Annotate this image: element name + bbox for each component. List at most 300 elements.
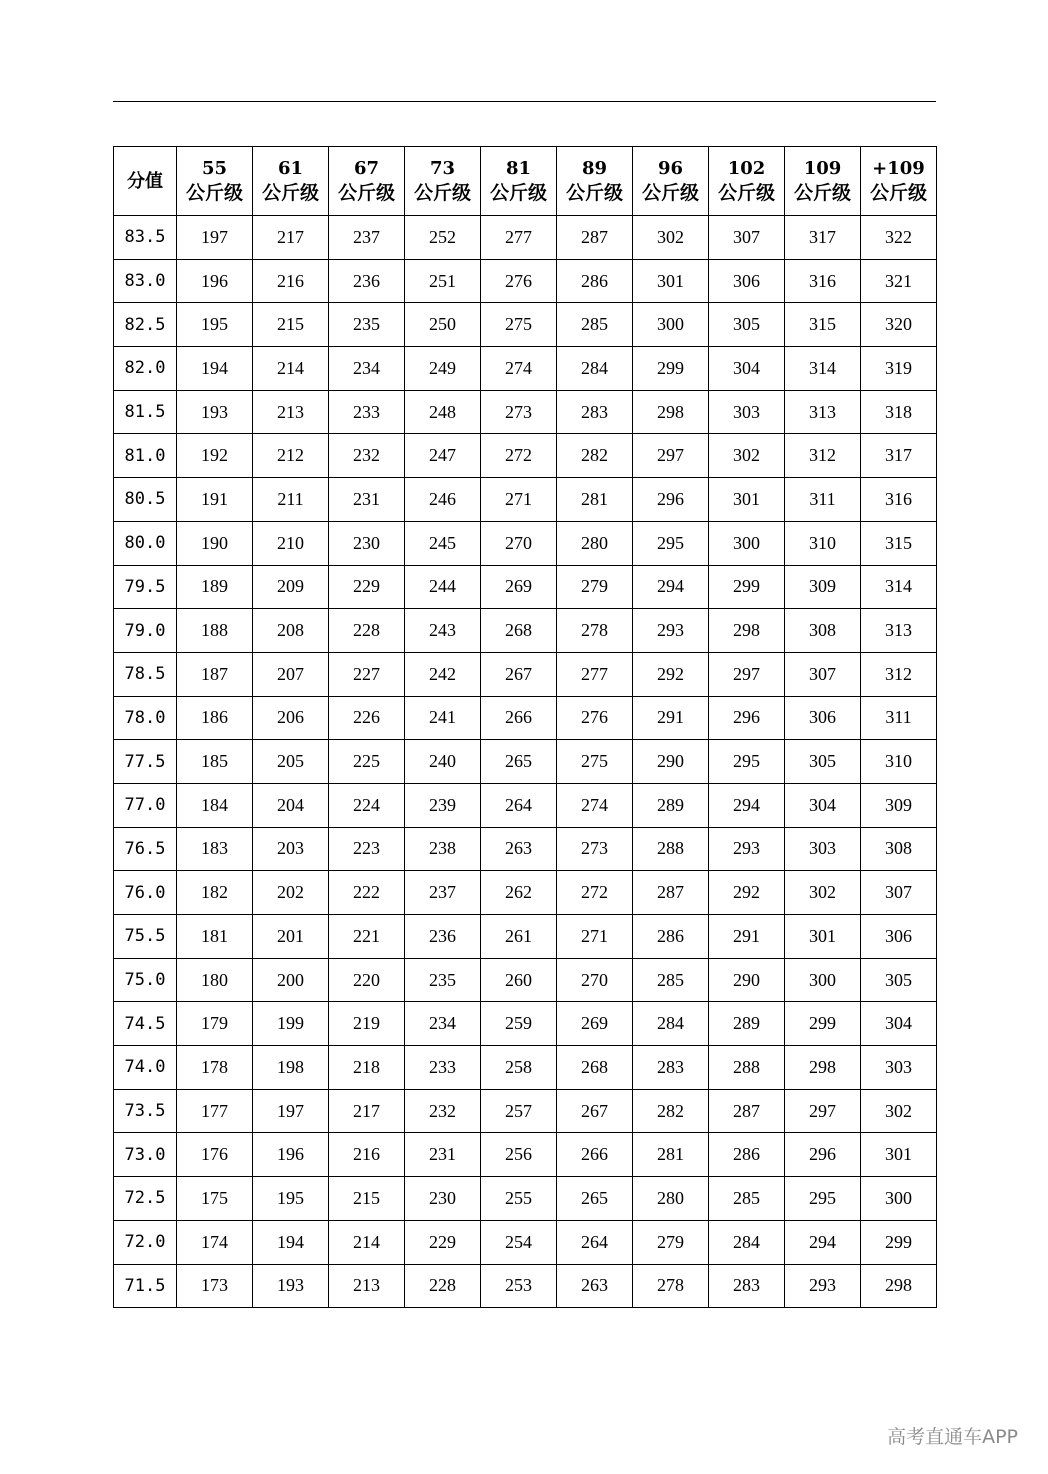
value-cell: 234 bbox=[405, 1002, 481, 1046]
value-cell: 300 bbox=[861, 1177, 937, 1221]
weight-class-header bbox=[557, 147, 633, 216]
score-cell: 83.0 bbox=[114, 259, 177, 303]
value-cell: 281 bbox=[557, 478, 633, 522]
value-cell: 321 bbox=[861, 259, 937, 303]
value-cell: 199 bbox=[253, 1002, 329, 1046]
value-cell: 274 bbox=[557, 783, 633, 827]
value-cell: 299 bbox=[633, 347, 709, 391]
value-cell: 305 bbox=[785, 740, 861, 784]
value-cell: 218 bbox=[329, 1046, 405, 1090]
weight-class-header bbox=[861, 147, 937, 216]
value-cell: 193 bbox=[177, 390, 253, 434]
value-cell: 302 bbox=[633, 216, 709, 260]
value-cell: 287 bbox=[709, 1089, 785, 1133]
value-cell: 317 bbox=[861, 434, 937, 478]
value-cell: 260 bbox=[481, 958, 557, 1002]
weight-class-value: 73 bbox=[429, 158, 456, 179]
value-cell: 272 bbox=[557, 871, 633, 915]
value-cell: 288 bbox=[633, 827, 709, 871]
score-cell: 77.5 bbox=[114, 740, 177, 784]
value-cell: 315 bbox=[861, 521, 937, 565]
value-cell: 263 bbox=[557, 1264, 633, 1308]
value-cell: 301 bbox=[861, 1133, 937, 1177]
weight-class-value: 55 bbox=[201, 158, 228, 179]
value-cell: 238 bbox=[405, 827, 481, 871]
score-cell: 81.0 bbox=[114, 434, 177, 478]
value-cell: 195 bbox=[253, 1177, 329, 1221]
weight-class-unit: 公斤级 bbox=[717, 182, 775, 204]
table-body bbox=[114, 216, 937, 1308]
value-cell: 288 bbox=[709, 1046, 785, 1090]
value-cell: 269 bbox=[557, 1002, 633, 1046]
value-cell: 205 bbox=[253, 740, 329, 784]
value-cell: 237 bbox=[405, 871, 481, 915]
value-cell: 219 bbox=[329, 1002, 405, 1046]
value-cell: 266 bbox=[481, 696, 557, 740]
table-row bbox=[114, 390, 937, 434]
value-cell: 202 bbox=[253, 871, 329, 915]
value-cell: 293 bbox=[633, 609, 709, 653]
score-cell: 73.0 bbox=[114, 1133, 177, 1177]
weight-class-header bbox=[329, 147, 405, 216]
value-cell: 287 bbox=[557, 216, 633, 260]
table-row bbox=[114, 216, 937, 260]
value-cell: 250 bbox=[405, 303, 481, 347]
value-cell: 275 bbox=[481, 303, 557, 347]
value-cell: 251 bbox=[405, 259, 481, 303]
value-cell: 264 bbox=[481, 783, 557, 827]
score-cell: 77.0 bbox=[114, 783, 177, 827]
value-cell: 197 bbox=[177, 216, 253, 260]
value-cell: 312 bbox=[861, 652, 937, 696]
table-row bbox=[114, 347, 937, 391]
table-row bbox=[114, 434, 937, 478]
value-cell: 297 bbox=[709, 652, 785, 696]
value-cell: 312 bbox=[785, 434, 861, 478]
value-cell: 262 bbox=[481, 871, 557, 915]
value-cell: 217 bbox=[253, 216, 329, 260]
value-cell: 304 bbox=[861, 1002, 937, 1046]
value-cell: 297 bbox=[785, 1089, 861, 1133]
value-cell: 223 bbox=[329, 827, 405, 871]
value-cell: 257 bbox=[481, 1089, 557, 1133]
value-cell: 173 bbox=[177, 1264, 253, 1308]
value-cell: 235 bbox=[405, 958, 481, 1002]
table-header bbox=[114, 147, 937, 216]
value-cell: 301 bbox=[709, 478, 785, 522]
value-cell: 176 bbox=[177, 1133, 253, 1177]
value-cell: 298 bbox=[785, 1046, 861, 1090]
value-cell: 240 bbox=[405, 740, 481, 784]
value-cell: 296 bbox=[633, 478, 709, 522]
weight-class-header bbox=[785, 147, 861, 216]
value-cell: 296 bbox=[785, 1133, 861, 1177]
weight-class-value: 102 bbox=[727, 158, 766, 179]
value-cell: 256 bbox=[481, 1133, 557, 1177]
table-row bbox=[114, 783, 937, 827]
value-cell: 225 bbox=[329, 740, 405, 784]
value-cell: 270 bbox=[481, 521, 557, 565]
value-cell: 284 bbox=[557, 347, 633, 391]
score-cell: 79.0 bbox=[114, 609, 177, 653]
value-cell: 305 bbox=[861, 958, 937, 1002]
watermark: 高考直通车APP bbox=[887, 1426, 1018, 1448]
score-cell: 80.0 bbox=[114, 521, 177, 565]
score-cell: 82.5 bbox=[114, 303, 177, 347]
score-cell: 82.0 bbox=[114, 347, 177, 391]
value-cell: 183 bbox=[177, 827, 253, 871]
value-cell: 231 bbox=[405, 1133, 481, 1177]
value-cell: 304 bbox=[785, 783, 861, 827]
value-cell: 316 bbox=[861, 478, 937, 522]
top-rule bbox=[113, 101, 936, 102]
value-cell: 232 bbox=[329, 434, 405, 478]
value-cell: 286 bbox=[633, 915, 709, 959]
weight-class-header bbox=[177, 147, 253, 216]
value-cell: 266 bbox=[557, 1133, 633, 1177]
value-cell: 271 bbox=[557, 915, 633, 959]
value-cell: 302 bbox=[861, 1089, 937, 1133]
weight-class-header bbox=[405, 147, 481, 216]
value-cell: 302 bbox=[785, 871, 861, 915]
value-cell: 306 bbox=[861, 915, 937, 959]
table-row bbox=[114, 827, 937, 871]
value-cell: 303 bbox=[861, 1046, 937, 1090]
value-cell: 211 bbox=[253, 478, 329, 522]
value-cell: 175 bbox=[177, 1177, 253, 1221]
value-cell: 178 bbox=[177, 1046, 253, 1090]
table-row bbox=[114, 871, 937, 915]
value-cell: 188 bbox=[177, 609, 253, 653]
table-row bbox=[114, 521, 937, 565]
value-cell: 306 bbox=[785, 696, 861, 740]
value-cell: 299 bbox=[861, 1220, 937, 1264]
weight-class-unit: 公斤级 bbox=[869, 182, 927, 204]
value-cell: 304 bbox=[709, 347, 785, 391]
value-cell: 236 bbox=[329, 259, 405, 303]
value-cell: 187 bbox=[177, 652, 253, 696]
value-cell: 274 bbox=[481, 347, 557, 391]
value-cell: 272 bbox=[481, 434, 557, 478]
value-cell: 210 bbox=[253, 521, 329, 565]
value-cell: 285 bbox=[709, 1177, 785, 1221]
table-row bbox=[114, 1046, 937, 1090]
value-cell: 305 bbox=[709, 303, 785, 347]
value-cell: 310 bbox=[861, 740, 937, 784]
value-cell: 195 bbox=[177, 303, 253, 347]
value-cell: 287 bbox=[633, 871, 709, 915]
value-cell: 307 bbox=[709, 216, 785, 260]
weight-class-header bbox=[709, 147, 785, 216]
value-cell: 290 bbox=[709, 958, 785, 1002]
table-row bbox=[114, 1220, 937, 1264]
value-cell: 265 bbox=[557, 1177, 633, 1221]
value-cell: 277 bbox=[557, 652, 633, 696]
value-cell: 298 bbox=[709, 609, 785, 653]
value-cell: 207 bbox=[253, 652, 329, 696]
value-cell: 275 bbox=[557, 740, 633, 784]
value-cell: 253 bbox=[481, 1264, 557, 1308]
value-cell: 303 bbox=[785, 827, 861, 871]
value-cell: 294 bbox=[709, 783, 785, 827]
value-cell: 209 bbox=[253, 565, 329, 609]
value-cell: 292 bbox=[633, 652, 709, 696]
value-cell: 220 bbox=[329, 958, 405, 1002]
value-cell: 309 bbox=[785, 565, 861, 609]
score-cell: 76.0 bbox=[114, 871, 177, 915]
weight-class-unit: 公斤级 bbox=[489, 182, 547, 204]
value-cell: 234 bbox=[329, 347, 405, 391]
value-cell: 299 bbox=[785, 1002, 861, 1046]
value-cell: 294 bbox=[785, 1220, 861, 1264]
value-cell: 186 bbox=[177, 696, 253, 740]
value-cell: 239 bbox=[405, 783, 481, 827]
table-row bbox=[114, 1089, 937, 1133]
value-cell: 224 bbox=[329, 783, 405, 827]
value-cell: 201 bbox=[253, 915, 329, 959]
table-row bbox=[114, 1133, 937, 1177]
score-table bbox=[113, 146, 937, 1308]
value-cell: 313 bbox=[785, 390, 861, 434]
table-row bbox=[114, 259, 937, 303]
value-cell: 254 bbox=[481, 1220, 557, 1264]
value-cell: 258 bbox=[481, 1046, 557, 1090]
value-cell: 241 bbox=[405, 696, 481, 740]
score-cell: 76.5 bbox=[114, 827, 177, 871]
value-cell: 182 bbox=[177, 871, 253, 915]
value-cell: 310 bbox=[785, 521, 861, 565]
value-cell: 283 bbox=[557, 390, 633, 434]
value-cell: 284 bbox=[633, 1002, 709, 1046]
value-cell: 268 bbox=[557, 1046, 633, 1090]
value-cell: 236 bbox=[405, 915, 481, 959]
weight-class-header bbox=[253, 147, 329, 216]
value-cell: 248 bbox=[405, 390, 481, 434]
value-cell: 299 bbox=[709, 565, 785, 609]
value-cell: 197 bbox=[253, 1089, 329, 1133]
value-cell: 215 bbox=[329, 1177, 405, 1221]
table-row bbox=[114, 915, 937, 959]
table-row bbox=[114, 1002, 937, 1046]
value-cell: 313 bbox=[861, 609, 937, 653]
value-cell: 309 bbox=[861, 783, 937, 827]
value-cell: 286 bbox=[709, 1133, 785, 1177]
weight-class-header bbox=[481, 147, 557, 216]
value-cell: 233 bbox=[405, 1046, 481, 1090]
table-row bbox=[114, 303, 937, 347]
value-cell: 273 bbox=[557, 827, 633, 871]
value-cell: 301 bbox=[785, 915, 861, 959]
value-cell: 301 bbox=[633, 259, 709, 303]
value-cell: 228 bbox=[405, 1264, 481, 1308]
value-cell: 214 bbox=[329, 1220, 405, 1264]
value-cell: 290 bbox=[633, 740, 709, 784]
value-cell: 255 bbox=[481, 1177, 557, 1221]
value-cell: 242 bbox=[405, 652, 481, 696]
value-cell: 222 bbox=[329, 871, 405, 915]
value-cell: 245 bbox=[405, 521, 481, 565]
value-cell: 227 bbox=[329, 652, 405, 696]
weight-class-unit: 公斤级 bbox=[413, 182, 471, 204]
value-cell: 297 bbox=[633, 434, 709, 478]
value-cell: 243 bbox=[405, 609, 481, 653]
value-cell: 267 bbox=[481, 652, 557, 696]
score-cell: 73.5 bbox=[114, 1089, 177, 1133]
value-cell: 179 bbox=[177, 1002, 253, 1046]
weight-class-value: 61 bbox=[277, 158, 304, 179]
table-row bbox=[114, 478, 937, 522]
value-cell: 278 bbox=[557, 609, 633, 653]
value-cell: 215 bbox=[253, 303, 329, 347]
table-row bbox=[114, 565, 937, 609]
value-cell: 198 bbox=[253, 1046, 329, 1090]
value-cell: 259 bbox=[481, 1002, 557, 1046]
weight-class-unit: 公斤级 bbox=[793, 182, 851, 204]
score-cell: 75.0 bbox=[114, 958, 177, 1002]
value-cell: 280 bbox=[633, 1177, 709, 1221]
value-cell: 189 bbox=[177, 565, 253, 609]
score-cell: 80.5 bbox=[114, 478, 177, 522]
weight-class-value: +109 bbox=[872, 158, 925, 179]
value-cell: 237 bbox=[329, 216, 405, 260]
value-cell: 282 bbox=[633, 1089, 709, 1133]
value-cell: 280 bbox=[557, 521, 633, 565]
value-cell: 177 bbox=[177, 1089, 253, 1133]
weight-class-value: 96 bbox=[657, 158, 684, 179]
value-cell: 295 bbox=[709, 740, 785, 784]
score-cell: 74.5 bbox=[114, 1002, 177, 1046]
value-cell: 294 bbox=[633, 565, 709, 609]
value-cell: 295 bbox=[785, 1177, 861, 1221]
table-row bbox=[114, 1264, 937, 1308]
value-cell: 270 bbox=[557, 958, 633, 1002]
value-cell: 293 bbox=[785, 1264, 861, 1308]
value-cell: 283 bbox=[633, 1046, 709, 1090]
value-cell: 204 bbox=[253, 783, 329, 827]
value-cell: 300 bbox=[785, 958, 861, 1002]
value-cell: 265 bbox=[481, 740, 557, 784]
value-cell: 322 bbox=[861, 216, 937, 260]
value-cell: 206 bbox=[253, 696, 329, 740]
score-cell: 72.5 bbox=[114, 1177, 177, 1221]
header-row bbox=[114, 147, 937, 216]
value-cell: 308 bbox=[861, 827, 937, 871]
value-cell: 271 bbox=[481, 478, 557, 522]
value-cell: 213 bbox=[329, 1264, 405, 1308]
value-cell: 276 bbox=[481, 259, 557, 303]
value-cell: 233 bbox=[329, 390, 405, 434]
value-cell: 192 bbox=[177, 434, 253, 478]
value-cell: 279 bbox=[557, 565, 633, 609]
value-cell: 190 bbox=[177, 521, 253, 565]
value-cell: 181 bbox=[177, 915, 253, 959]
value-cell: 184 bbox=[177, 783, 253, 827]
value-cell: 306 bbox=[709, 259, 785, 303]
value-cell: 293 bbox=[709, 827, 785, 871]
weight-class-value: 81 bbox=[505, 158, 532, 179]
value-cell: 273 bbox=[481, 390, 557, 434]
value-cell: 269 bbox=[481, 565, 557, 609]
value-cell: 289 bbox=[633, 783, 709, 827]
score-cell: 75.5 bbox=[114, 915, 177, 959]
value-cell: 307 bbox=[785, 652, 861, 696]
value-cell: 276 bbox=[557, 696, 633, 740]
score-cell: 78.0 bbox=[114, 696, 177, 740]
value-cell: 231 bbox=[329, 478, 405, 522]
value-cell: 263 bbox=[481, 827, 557, 871]
value-cell: 194 bbox=[253, 1220, 329, 1264]
value-cell: 298 bbox=[861, 1264, 937, 1308]
value-cell: 217 bbox=[329, 1089, 405, 1133]
table-row bbox=[114, 652, 937, 696]
table-row bbox=[114, 609, 937, 653]
value-cell: 174 bbox=[177, 1220, 253, 1264]
value-cell: 216 bbox=[253, 259, 329, 303]
value-cell: 308 bbox=[785, 609, 861, 653]
table-row bbox=[114, 740, 937, 784]
weight-class-value: 67 bbox=[353, 158, 380, 179]
value-cell: 194 bbox=[177, 347, 253, 391]
value-cell: 267 bbox=[557, 1089, 633, 1133]
value-cell: 282 bbox=[557, 434, 633, 478]
value-cell: 314 bbox=[861, 565, 937, 609]
score-cell: 81.5 bbox=[114, 390, 177, 434]
value-cell: 226 bbox=[329, 696, 405, 740]
value-cell: 300 bbox=[709, 521, 785, 565]
score-cell: 78.5 bbox=[114, 652, 177, 696]
value-cell: 247 bbox=[405, 434, 481, 478]
value-cell: 196 bbox=[253, 1133, 329, 1177]
value-cell: 278 bbox=[633, 1264, 709, 1308]
value-cell: 295 bbox=[633, 521, 709, 565]
value-cell: 285 bbox=[557, 303, 633, 347]
value-cell: 213 bbox=[253, 390, 329, 434]
value-cell: 311 bbox=[785, 478, 861, 522]
value-cell: 319 bbox=[861, 347, 937, 391]
value-cell: 311 bbox=[861, 696, 937, 740]
value-cell: 307 bbox=[861, 871, 937, 915]
value-cell: 228 bbox=[329, 609, 405, 653]
value-cell: 230 bbox=[329, 521, 405, 565]
value-cell: 244 bbox=[405, 565, 481, 609]
value-cell: 249 bbox=[405, 347, 481, 391]
value-cell: 281 bbox=[633, 1133, 709, 1177]
value-cell: 212 bbox=[253, 434, 329, 478]
value-cell: 200 bbox=[253, 958, 329, 1002]
value-cell: 229 bbox=[329, 565, 405, 609]
value-cell: 279 bbox=[633, 1220, 709, 1264]
value-cell: 221 bbox=[329, 915, 405, 959]
value-cell: 193 bbox=[253, 1264, 329, 1308]
value-cell: 252 bbox=[405, 216, 481, 260]
value-cell: 203 bbox=[253, 827, 329, 871]
value-cell: 303 bbox=[709, 390, 785, 434]
weight-class-unit: 公斤级 bbox=[185, 182, 243, 204]
score-cell: 71.5 bbox=[114, 1264, 177, 1308]
value-cell: 232 bbox=[405, 1089, 481, 1133]
value-cell: 180 bbox=[177, 958, 253, 1002]
value-cell: 185 bbox=[177, 740, 253, 784]
value-cell: 235 bbox=[329, 303, 405, 347]
value-cell: 191 bbox=[177, 478, 253, 522]
value-cell: 292 bbox=[709, 871, 785, 915]
value-cell: 216 bbox=[329, 1133, 405, 1177]
table-row bbox=[114, 696, 937, 740]
value-cell: 300 bbox=[633, 303, 709, 347]
weight-class-header bbox=[633, 147, 709, 216]
value-cell: 296 bbox=[709, 696, 785, 740]
value-cell: 284 bbox=[709, 1220, 785, 1264]
